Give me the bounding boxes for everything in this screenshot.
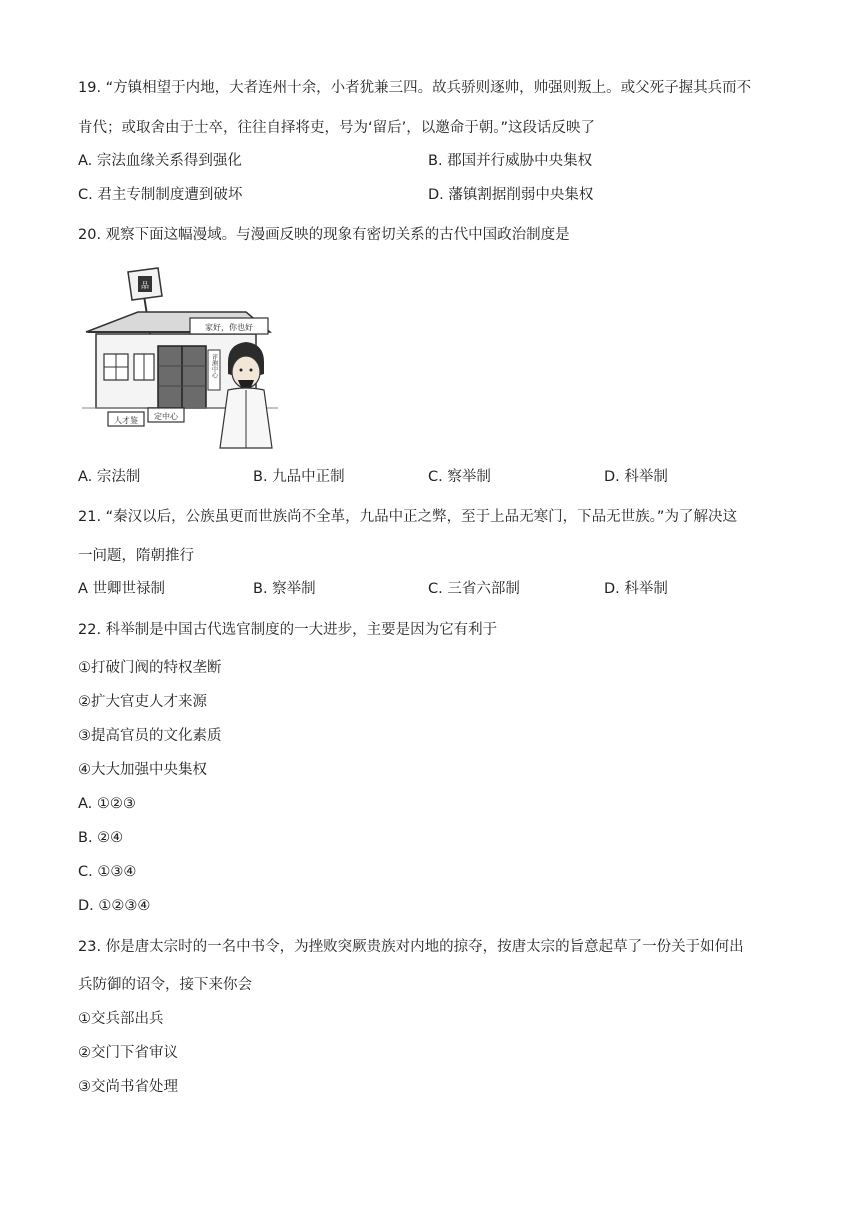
q22-item-4: ④大大加强中央集权 (78, 762, 207, 778)
speech-text: 家好，你也好 (205, 323, 253, 332)
q22-stem: 22. 科举制是中国古代选官制度的一大进步，主要是因为它有利于 (78, 622, 498, 638)
q21-option-b: B. 察举制 (253, 581, 316, 597)
q22-item-1: ①打破门阀的特权垄断 (78, 660, 222, 676)
q19-option-d: D. 藩镇割据削弱中央集权 (428, 187, 594, 203)
side-sign-text: 评测中心 (210, 354, 218, 378)
q23-item-2: ②交门下省审议 (78, 1045, 178, 1061)
q19-stem-line1: 19. “方镇相望于内地，大者连州十余，小者犹兼三四。故兵骄则逐帅，帅强则叛上。或父死子握其兵而不 (78, 80, 752, 96)
q21-stem-line1: 21. “秦汉以后，公族虽更而世族尚不全革，九品中正之弊，至于上品无寒门，下品无世族。”为了解决这 (78, 509, 737, 525)
q23-stem-line1: 23. 你是唐太宗时的一名中书令，为挫败突厥贵族对内地的掠夺，按唐太宗的旨意起草了一份关于如何出 (78, 939, 744, 955)
q20-stem: 20. 观察下面这幅漫域。与漫画反映的现象有密切关系的古代中国政治制度是 (78, 227, 570, 243)
q22-option-c: C. ①③④ (78, 864, 137, 880)
q22-option-d: D. ①②③④ (78, 898, 151, 914)
q21-option-c: C. 三省六部制 (428, 581, 520, 597)
q23-stem-line2: 兵防御的诏令，接下来你会 (78, 977, 252, 993)
q23-item-3: ③交尚书省处理 (78, 1079, 178, 1095)
q20-option-a: A. 宗法制 (78, 469, 141, 485)
q20-option-b: B. 九品中正制 (253, 469, 345, 485)
q20-option-d: D. 科举制 (604, 469, 668, 485)
q21-option-a: A 世卿世禄制 (78, 581, 166, 597)
q19-option-b: B. 郡国并行威胁中央集权 (428, 153, 593, 169)
q22-item-2: ②扩大官吏人才来源 (78, 694, 207, 710)
sign-left-text: 人才鉴 (114, 416, 138, 425)
cartoon-image (78, 262, 298, 452)
q21-option-d: D. 科举制 (604, 581, 668, 597)
q22-option-b: B. ②④ (78, 830, 124, 846)
q22-option-a: A. ①②③ (78, 796, 136, 812)
q21-stem-line2: 一问题，隋朝推行 (78, 548, 194, 564)
sign-right-text: 定中心 (154, 412, 178, 421)
q20-option-c: C. 察举制 (428, 469, 491, 485)
flag-text: 品 (141, 281, 149, 290)
q19-option-a: A. 宗法血缘关系得到强化 (78, 153, 242, 169)
q23-item-1: ①交兵部出兵 (78, 1011, 164, 1027)
q19-option-c: C. 君主专制制度遭到破坏 (78, 187, 243, 203)
q22-item-3: ③提高官员的文化素质 (78, 728, 222, 744)
q19-stem-line2: 肯代；或取舍由于士卒，往往自择将吏，号为‘留后’，以邀命于朝。”这段话反映了 (78, 120, 595, 136)
